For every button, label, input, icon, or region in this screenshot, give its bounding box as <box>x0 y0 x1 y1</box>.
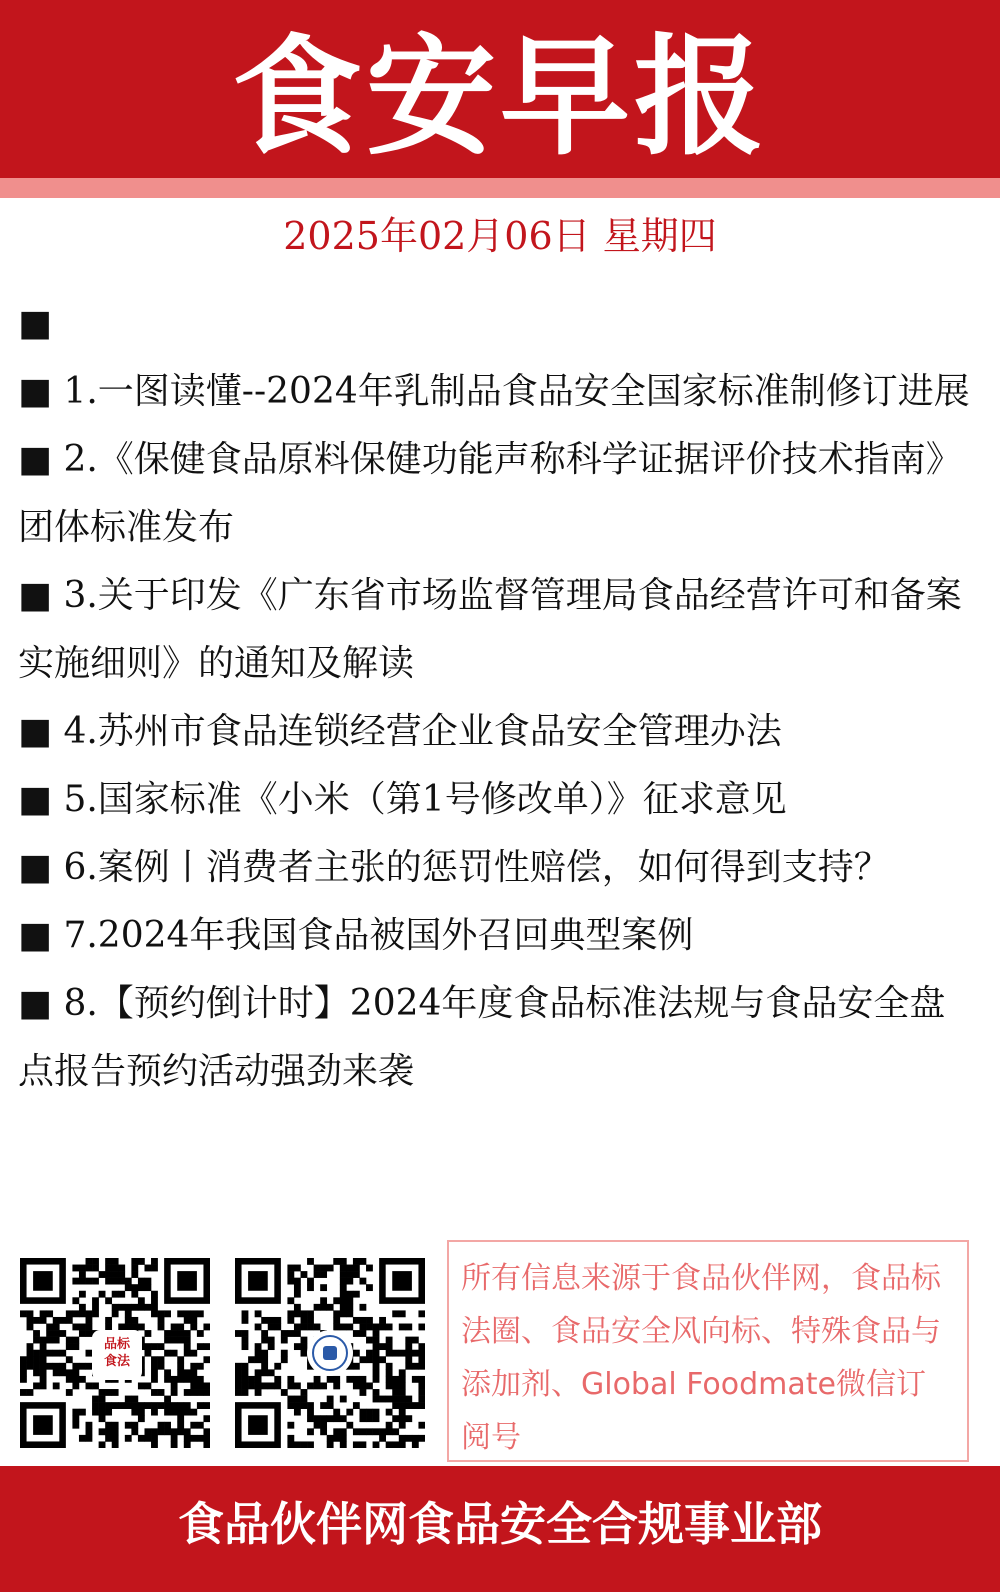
news-item[interactable]: ■ 7.2024年我国食品被国外召回典型案例 <box>18 915 694 956</box>
news-item[interactable]: ■ 1.一图读懂--2024年乳制品食品安全国家标准制修订进展 <box>18 371 970 412</box>
news-item[interactable]: ■ 5.国家标准《小米（第1号修改单）》征求意见 <box>18 779 787 820</box>
news-list <box>18 290 980 1106</box>
news-item[interactable]: ■ 4.苏州市食品连锁经营企业食品安全管理办法 <box>18 711 782 752</box>
news-item[interactable]: ■ 8.【预约倒计时】2024年度食品标准法规与食品安全盘点报告预约活动强劲来袭 <box>18 983 946 1092</box>
masthead-stripe <box>0 178 1000 198</box>
qr-code-icon[interactable] <box>20 1258 210 1448</box>
brand-logo-text: 品标 食法 <box>103 1337 130 1369</box>
news-item[interactable]: ■ 2.《保健食品原料保健功能声称科学证据评价技术指南》团体标准发布 <box>18 439 962 548</box>
date-line: 2025年02月06日 星期四 <box>283 214 717 258</box>
news-item[interactable]: ■ 6.案例丨消费者主张的惩罚性赔偿，如何得到支持？ <box>18 847 890 888</box>
source-note-box <box>447 1240 969 1462</box>
masthead-title: 食安早报 <box>231 21 768 173</box>
footer <box>0 1466 1000 1592</box>
footer-text: 食品伙伴网食品安全合规事业部 <box>178 1497 822 1551</box>
source-note: 所有信息来源于食品伙伴网，食品标法圈、食品安全风向标、特殊食品与添加剂、Global Foodmate微信订阅号 <box>461 1261 941 1455</box>
masthead <box>0 0 1000 186</box>
seal-icon <box>307 1330 353 1376</box>
news-item[interactable]: ■ 3.关于印发《广东省市场监督管理局食品经营许可和备案实施细则》的通知及解读 <box>18 575 962 684</box>
brand-logo-icon <box>92 1330 142 1380</box>
qr-code-icon[interactable] <box>235 1258 425 1448</box>
news-item[interactable]: ■ <box>18 303 53 344</box>
